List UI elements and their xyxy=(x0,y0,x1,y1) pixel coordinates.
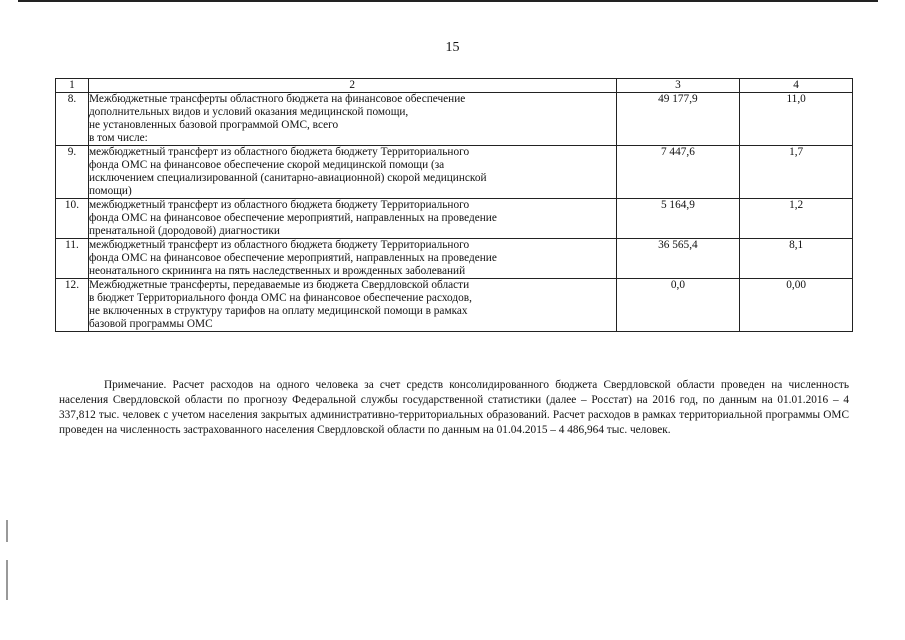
row-value-per-capita: 11,0 xyxy=(740,93,853,146)
description-line: Межбюджетные трансферты, передаваемые из бюджета Свердловской области xyxy=(88,279,470,291)
row-value-amount: 36 565,4 xyxy=(616,239,740,279)
description-line: не установленных базовой программой ОМС, всего xyxy=(88,119,339,131)
expenses-table xyxy=(55,78,853,332)
row-description xyxy=(88,93,616,146)
row-number: 8. xyxy=(56,93,89,146)
description-line: в том числе: xyxy=(88,132,148,144)
description-line: исключением специализированной (санитарно-авиационной) скорой медицинской xyxy=(88,172,487,184)
row-description xyxy=(88,199,616,239)
description-line: не включенных в структуру тарифов на оплату медицинской помощи в рамках xyxy=(88,305,468,317)
page-number: 15 xyxy=(445,40,460,55)
row-number: 10. xyxy=(56,199,89,239)
table-row xyxy=(56,146,853,199)
table-row xyxy=(56,239,853,279)
row-description xyxy=(88,239,616,279)
description-line: фонда ОМС на финансовое обеспечение скорой медицинской помощи (за xyxy=(88,159,445,171)
row-number: 11. xyxy=(56,239,89,279)
row-value-amount: 5 164,9 xyxy=(616,199,740,239)
note-text: Примечание. Расчет расходов на одного человека за счет средств консолидированного бюджета Свердловской области проведен на численность населения Свердловской области по прогнозу Федеральной службы государственной статистики (далее – Росстат) на 2016 год, по данным на 01.01.2016 – 4 337,812 тыс. человек с учетом населения закрытых административно-территориальных образований. Расчет расходов в рамках территориальной программы ОМС проведен на численность застрахованного населения Свердловской области по данным на 01.04.2015 – 4 486,964 тыс. человек. xyxy=(59,379,849,436)
table-row xyxy=(56,199,853,239)
column-header: 4 xyxy=(740,79,853,93)
description-line: помощи) xyxy=(88,185,132,197)
row-number: 12. xyxy=(56,279,89,332)
row-value-per-capita: 1,7 xyxy=(740,146,853,199)
row-value-per-capita: 8,1 xyxy=(740,239,853,279)
description-line: межбюджетный трансферт из областного бюджета бюджету Территориального xyxy=(88,146,470,158)
description-line: Межбюджетные трансферты областного бюджета на финансовое обеспечение xyxy=(88,93,466,105)
row-value-amount: 49 177,9 xyxy=(616,93,740,146)
margin-mark xyxy=(6,520,8,542)
row-value-amount: 7 447,6 xyxy=(616,146,740,199)
top-rule xyxy=(18,0,878,2)
description-line: пренатальной (дородовой) диагностики xyxy=(88,225,280,237)
description-line: межбюджетный трансферт из областного бюджета бюджету Территориального xyxy=(88,239,470,251)
description-line: в бюджет Территориального фонда ОМС на финансовое обеспечение расходов, xyxy=(88,292,472,304)
description-line: межбюджетный трансферт из областного бюджета бюджету Территориального xyxy=(88,199,470,211)
description-line: базовой программы ОМС xyxy=(88,318,213,330)
table-row xyxy=(56,93,853,146)
row-description xyxy=(88,146,616,199)
description-line: неонатального скрининга на пять наследственных и врожденных заболеваний xyxy=(88,265,466,277)
row-description xyxy=(88,279,616,332)
row-number: 9. xyxy=(56,146,89,199)
row-value-per-capita: 1,2 xyxy=(740,199,853,239)
row-value-amount: 0,0 xyxy=(616,279,740,332)
note-paragraph xyxy=(59,378,849,438)
description-line: фонда ОМС на финансовое обеспечение мероприятий, направленных на проведение xyxy=(88,252,497,264)
table-body xyxy=(56,93,853,332)
table-header-row xyxy=(56,79,853,93)
column-header: 3 xyxy=(616,79,740,93)
description-line: фонда ОМС на финансовое обеспечение мероприятий, направленных на проведение xyxy=(88,212,497,224)
row-value-per-capita: 0,00 xyxy=(740,279,853,332)
table-row xyxy=(56,279,853,332)
column-header: 2 xyxy=(88,79,616,93)
description-line: дополнительных видов и условий оказания медицинской помощи, xyxy=(88,106,409,118)
column-header: 1 xyxy=(56,79,89,93)
margin-mark xyxy=(6,560,8,600)
